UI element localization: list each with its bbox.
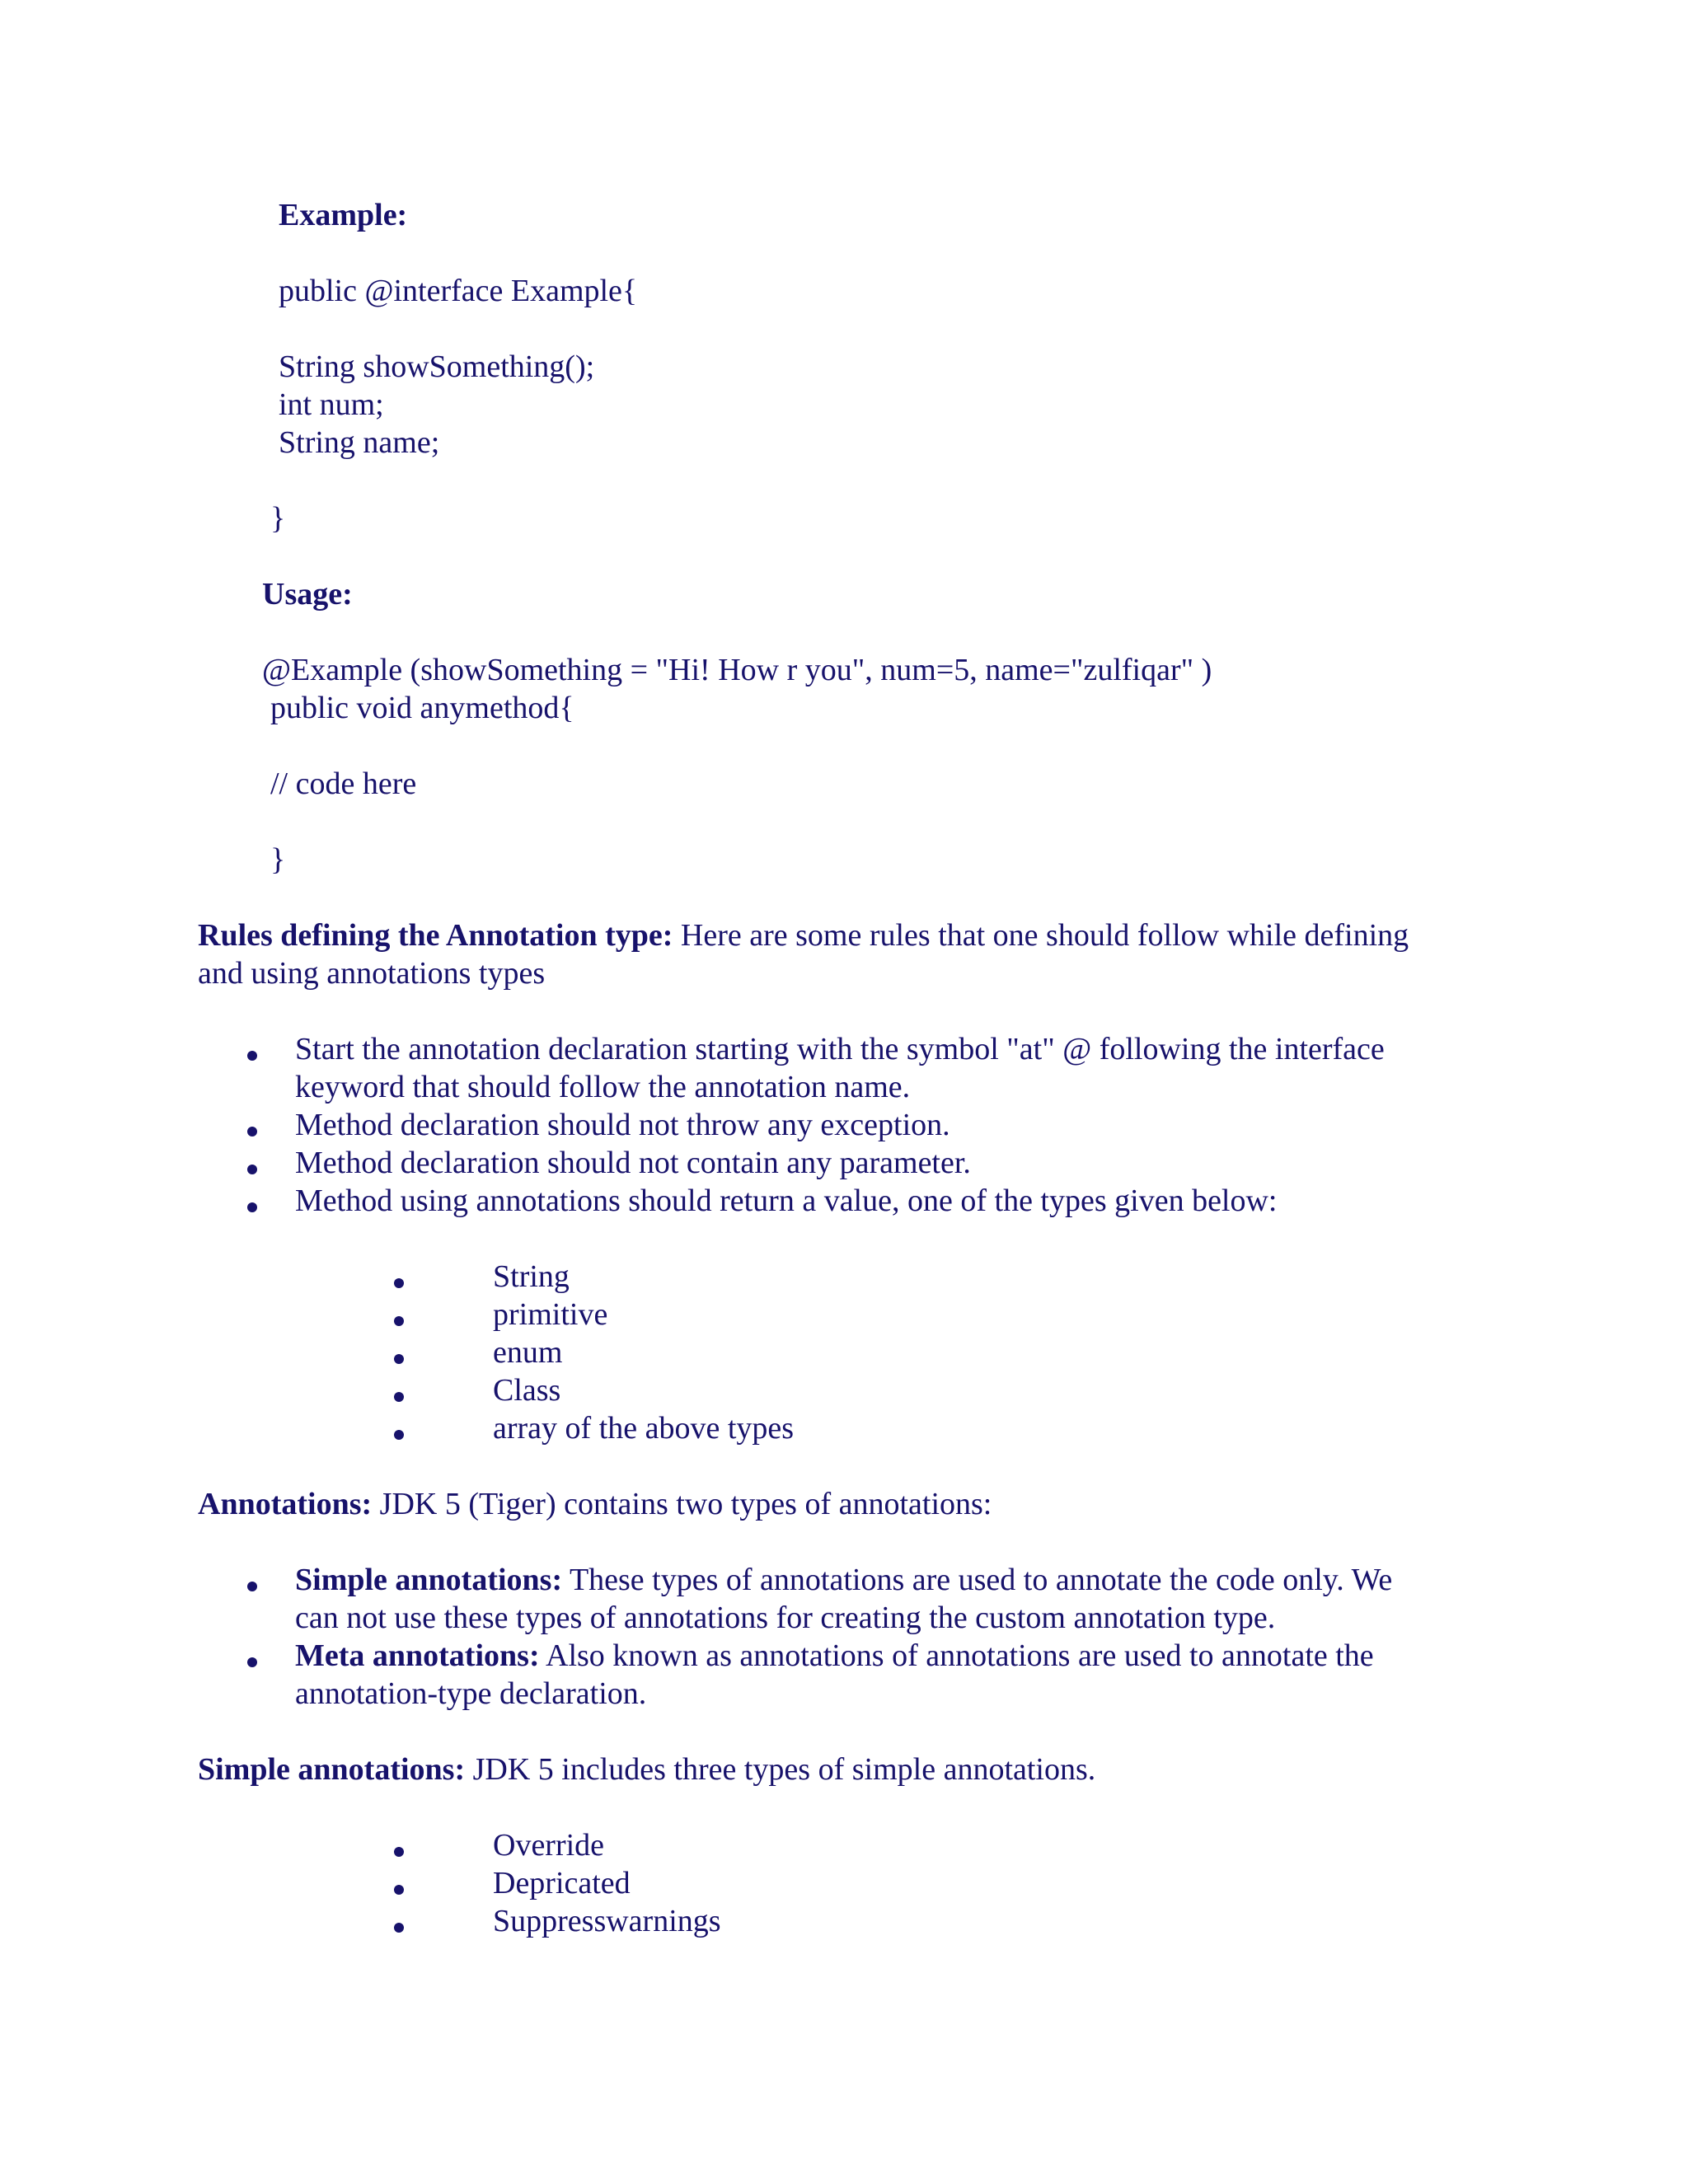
bullet-icon [394, 1923, 404, 1933]
simple-annotations-heading: Simple annotations: [198, 1752, 466, 1787]
rules-item-4: Method using annotations should return a value, one of the types given below: [295, 1183, 1278, 1218]
bullet-icon [394, 1316, 404, 1326]
example-heading: Example: [279, 198, 408, 232]
rules-item-1: Start the annotation declaration starting with the symbol "at" @ following the interface [295, 1032, 1385, 1066]
simple-annotation-suppresswarnings: Suppresswarnings [493, 1904, 721, 1938]
annotations-heading: Annotations: [198, 1487, 373, 1521]
example-code-line-2: String showSomething(); [279, 349, 595, 384]
rules-paragraph-line-2: and using annotations types [198, 956, 546, 991]
simple-annotations-item-line-1 [295, 1561, 1392, 1599]
meta-annotations-desc: Also known as annotations of annotations are used to annotate the [539, 1638, 1374, 1673]
annotations-intro: JDK 5 (Tiger) contains two types of annotations: [372, 1487, 992, 1521]
return-type-primitive: primitive [493, 1297, 608, 1332]
rules-heading: Rules defining the Annotation type: [198, 918, 673, 953]
usage-code-line-2: public void anymethod{ [270, 691, 574, 725]
bullet-icon [394, 1354, 404, 1364]
return-type-array: array of the above types [493, 1411, 795, 1446]
bullet-icon [247, 1165, 257, 1174]
usage-code-line-4: } [270, 842, 286, 877]
simple-annotations-intro: JDK 5 includes three types of simple annotations. [465, 1752, 1096, 1787]
return-type-enum: enum [493, 1335, 563, 1370]
bullet-icon [247, 1582, 257, 1591]
bullet-icon [394, 1392, 404, 1402]
simple-annotations-desc: These types of annotations are used to annotate the code only. We [562, 1563, 1393, 1597]
simple-annotations-paragraph [198, 1750, 1095, 1788]
meta-annotations-item-line-1 [295, 1637, 1374, 1675]
bullet-icon [394, 1430, 404, 1440]
simple-annotation-override: Override [493, 1828, 605, 1863]
bullet-icon [247, 1657, 257, 1667]
example-code-line-1: public @interface Example{ [279, 274, 638, 308]
rules-item-1-cont: keyword that should follow the annotation name. [295, 1070, 911, 1104]
return-type-string: String [493, 1259, 570, 1294]
example-code-line-5: } [270, 501, 286, 536]
usage-code-line-1: @Example (showSomething = "Hi! How r you", num=5, name="zulfiqar" ) [262, 653, 1212, 687]
bullet-icon [247, 1127, 257, 1137]
rules-paragraph-line-1 [198, 916, 1409, 954]
simple-annotations-item-line-2: can not use these types of annotations for creating the custom annotation type. [295, 1601, 1276, 1635]
example-code-line-3: int num; [279, 387, 384, 422]
bullet-icon [394, 1885, 404, 1895]
rules-intro-1: Here are some rules that one should follow while defining [673, 918, 1409, 953]
usage-code-line-3: // code here [270, 766, 417, 801]
bullet-icon [247, 1202, 257, 1212]
bullet-icon [394, 1278, 404, 1288]
bullet-icon [394, 1847, 404, 1857]
annotations-paragraph [198, 1485, 992, 1523]
example-code-line-4: String name; [279, 425, 440, 460]
rules-item-2: Method declaration should not throw any exception. [295, 1108, 950, 1142]
bullet-icon [247, 1051, 257, 1061]
rules-item-3: Method declaration should not contain any parameter. [295, 1146, 971, 1180]
simple-annotation-depricated: Depricated [493, 1866, 631, 1900]
usage-heading: Usage: [262, 577, 353, 612]
simple-annotations-label: Simple annotations: [295, 1563, 563, 1597]
meta-annotations-item-line-2: annotation-type declaration. [295, 1676, 647, 1711]
meta-annotations-label: Meta annotations: [295, 1638, 540, 1673]
return-type-class: Class [493, 1373, 561, 1408]
